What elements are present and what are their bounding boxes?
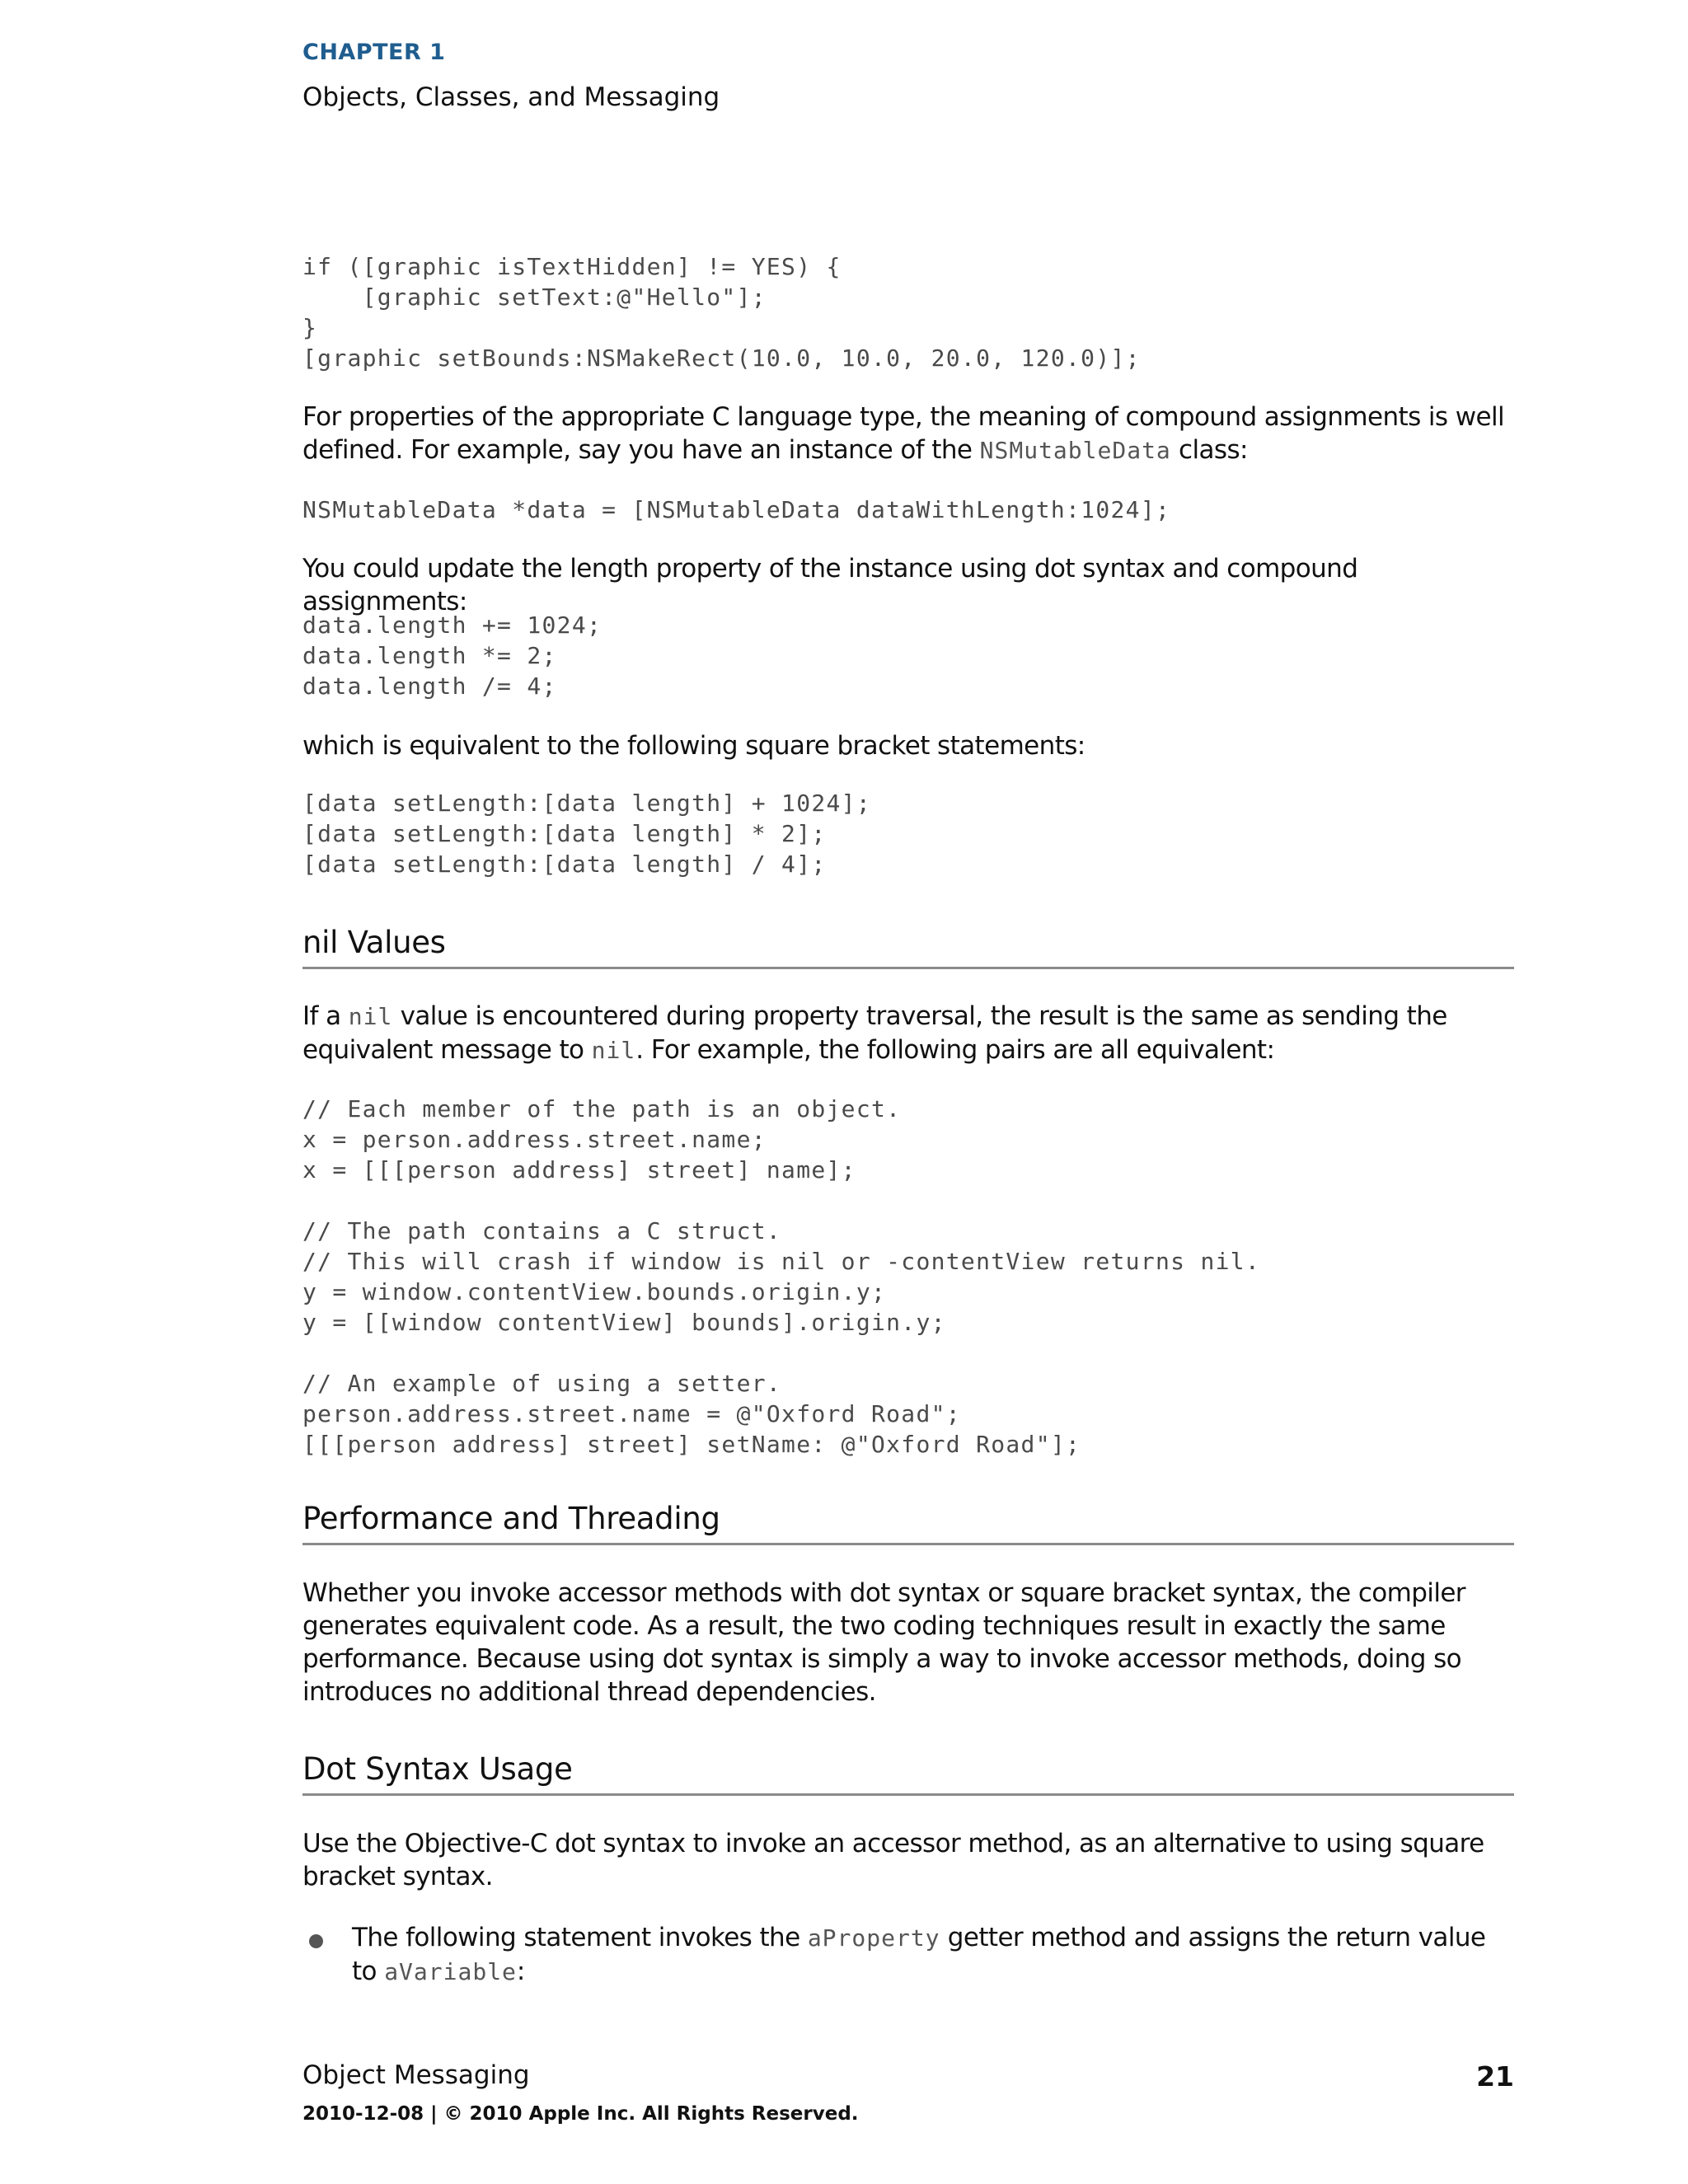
text: If a — [302, 1001, 349, 1031]
text: . For example, the following pairs are all equivalent: — [635, 1035, 1275, 1065]
code-block-nil-examples: // Each member of the path is an object. x = person.address.street.name; x = [[[person address] street] name]; // The path contains a C struct. // This will crash if window is nil or -contentView returns nil. y = window.contentView.bounds.origin.y; y = [[window contentView] bounds].origin.y; // An example of using a setter. person.address.street.name = @"Oxford Road"; [[[person address] street] setName: @"Oxford Road"]; — [302, 1095, 1261, 1458]
code-block-graphic: if ([graphic isTextHidden] != YES) { [graphic setText:@"Hello"]; } [graphic setBounds:NSMakeRect(10.0, 10.0, 20.0, 120.0)]; — [302, 253, 1141, 372]
paragraph-performance: Whether you invoke accessor methods with dot syntax or square bracket syntax, the compiler generates equivalent code. As a result, the two coding techniques result in exactly the same performance. Because using dot syntax is simply a way to invoke accessor methods, doing so introduces no additional thread dependencies. — [302, 1578, 1465, 1707]
section-heading-performance: Performance and Threading — [302, 1501, 1514, 1545]
footer-section-title: Object Messaging — [302, 2060, 530, 2090]
code-block-square-bracket: [data setLength:[data length] + 1024]; [data setLength:[data length] * 2]; [data setLength:[data length] / 4]; — [302, 790, 871, 878]
inline-code: nil — [348, 1003, 393, 1030]
paragraph-compound-assignments — [302, 401, 1514, 467]
paragraph-equivalent: which is equivalent to the following square bracket statements: — [302, 731, 1085, 761]
section-heading-dot-syntax-usage: Dot Syntax Usage — [302, 1751, 1514, 1796]
paragraph-dot-syntax-usage: Use the Objective-C dot syntax to invoke an accessor method, as an alternative to using square bracket syntax. — [302, 1829, 1484, 1891]
code-block-mutable-data: NSMutableData *data = [NSMutableData dataWithLength:1024]; — [302, 496, 1171, 523]
inline-code: aVariable — [384, 1958, 517, 1985]
chapter-label: CHAPTER 1 — [302, 40, 446, 65]
page-number: 21 — [1476, 2060, 1514, 2093]
text: getter method and assigns the return value to — [352, 1923, 1486, 1986]
paragraph-nil-traversal — [302, 1000, 1514, 1067]
text: : — [516, 1957, 525, 1986]
list-item-getter — [352, 1921, 1506, 1989]
chapter-title: Objects, Classes, and Messaging — [302, 82, 720, 112]
bullet-icon — [309, 1934, 323, 1948]
paragraph-update-length: You could update the length property of the instance using dot syntax and compound assignments: — [302, 554, 1358, 616]
text: class: — [1170, 435, 1248, 465]
code-block-dot-syntax: data.length += 1024; data.length *= 2; data.length /= 4; — [302, 612, 603, 700]
text: The following statement invokes the — [352, 1923, 808, 1952]
inline-code: nil — [591, 1037, 636, 1064]
text: For properties of the appropriate C language type, the meaning of compound assignments is well defined. For example, say you have an instance of the — [302, 402, 1504, 465]
text: value is encountered during property traversal, the result is the same as sending the equivalent message to — [302, 1001, 1447, 1065]
inline-code: aProperty — [807, 1924, 940, 1952]
inline-code: NSMutableData — [979, 437, 1171, 464]
footer-copyright: 2010-12-08 | © 2010 Apple Inc. All Rights Reserved. — [302, 2103, 859, 2125]
section-heading-nil-values: nil Values — [302, 925, 1514, 969]
